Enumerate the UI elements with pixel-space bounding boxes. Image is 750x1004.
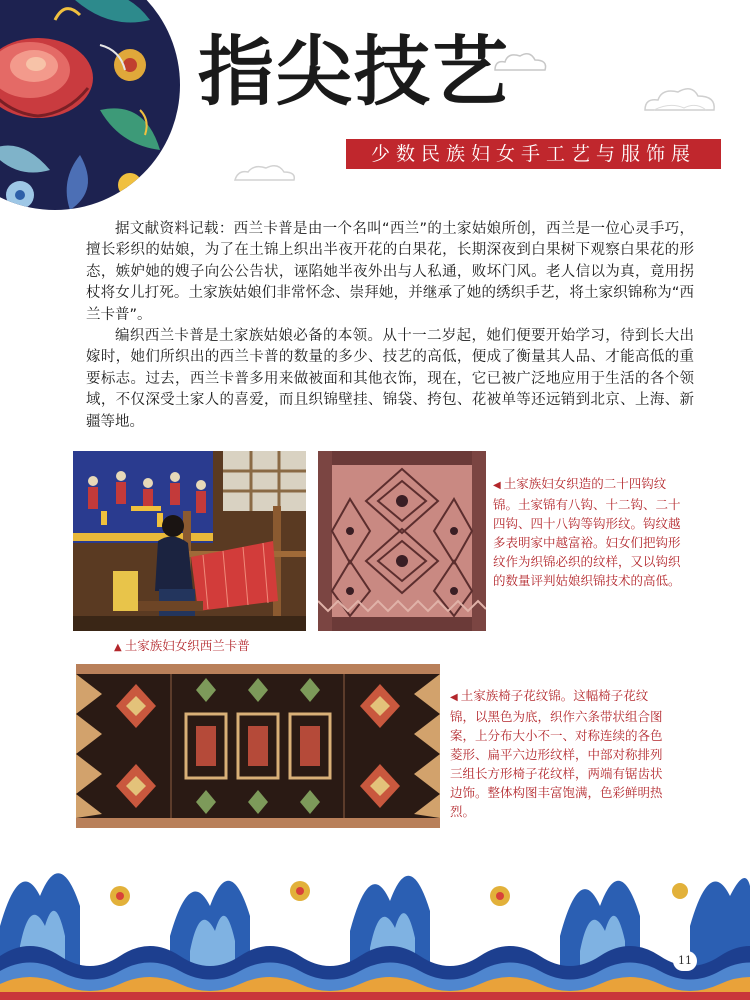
- page-number: 11: [673, 951, 697, 971]
- paragraph: 据文献资料记载：西兰卡普是由一个名叫“西兰”的土家姑娘所创，西兰是一位心灵手巧，擅长彩织的姑娘，为了在土锦上织出半夜开花的白果花，长期深夜到白果树下观察白果花的形态，嫉妒她的嫂子向公公告状，诬陷她半夜外出与人私通，败坏门风。老人信以为真，竟用拐杖将女儿打死。土家族姑娘们非常怀念、崇拜她，并继承了她的绣织手艺，将土家织锦称为“西兰卡普”。: [86, 221, 694, 323]
- caption-text: 土家族妇女织西兰卡普: [124, 638, 250, 653]
- article-text: [86, 219, 694, 433]
- wave-border: [0, 836, 750, 1000]
- caption-text: 土家族椅子花纹锦。这幅椅子花纹锦，以黑色为底，织作六条带状组合图案，上分布大小不一、对称连续的各色菱形、扁平六边形纹样，中部对称排列三组长方形椅子花纹样，两端有锯齿状边饰。整体构图丰富饱满，色彩鲜明热烈。: [450, 688, 663, 819]
- hook-brocade-caption: [493, 474, 683, 590]
- exhibition-subtitle: 少数民族妇女手工艺与服饰展: [346, 139, 721, 169]
- paragraph: 编织西兰卡普是土家族姑娘必备的本领。从十一二岁起，她们便要开始学习，待到长大出嫁时，她们所织出的西兰卡普的数量的多少、技艺的高低，便成了衡量其人品、才能高低的重要标志。过去，西兰卡普多用来做被面和其他衣饰，现在，它已被广泛地应用于生活的各个领域，不仅深受土家人的喜爱，而且织锦壁挂、锦袋、挎包、花被单等还远销到北京、上海、新疆等地。: [86, 328, 694, 430]
- chair-brocade-photo: [76, 664, 440, 828]
- caption-text: 土家族妇女织造的二十四钩纹锦。土家锦有八钩、十二钩、二十四钩、四十八钩等钩形纹。钩纹越多表明家中越富裕。妇女们把钩形纹作为织锦必织的纹样，又以钩织的数量评判姑娘织锦技术的高低。: [493, 476, 681, 588]
- chair-brocade-caption: [450, 686, 665, 821]
- embroidery-medallion: [0, 0, 180, 215]
- triangle-icon: ▲: [114, 642, 122, 653]
- triangle-left-icon: ◀: [493, 480, 501, 491]
- page-title: 指尖技艺: [198, 27, 510, 116]
- weaving-caption: [114, 636, 314, 657]
- hook-brocade-photo: [318, 451, 486, 631]
- cloud-icon: [640, 84, 720, 114]
- title-block: [190, 22, 730, 172]
- weaving-photo: [73, 451, 306, 631]
- cloud-icon: [230, 162, 300, 184]
- triangle-left-icon: ◀: [450, 692, 458, 703]
